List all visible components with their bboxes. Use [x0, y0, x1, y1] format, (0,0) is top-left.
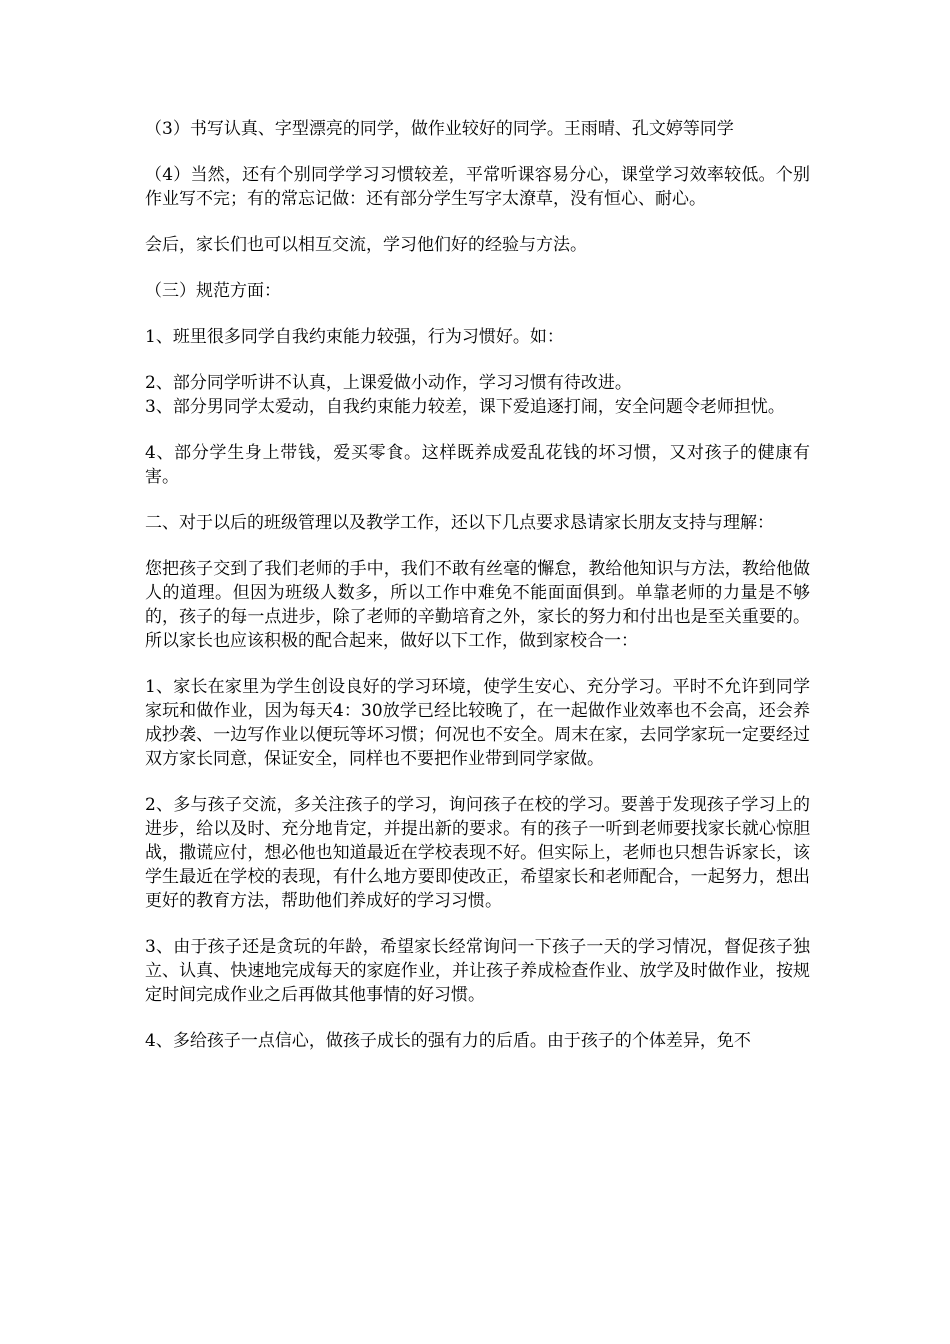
paragraph-poor-habits: （4）当然，还有个别同学学习习惯较差，平常听课容易分心，课堂学习效率较低。个别作业写不完；有的常忘记做：还有部分学生写字太潦草，没有恒心、耐心。	[145, 165, 810, 209]
paragraph-home-school-cooperation: 您把孩子交到了我们老师的手中，我们不敢有丝毫的懈怠，教给他知识与方法，教给他做人的道理。但因为班级人数多，所以工作中难免不能面面俱到。单靠老师的力量是不够的，孩子的每一点进步，除了老师的辛勤培育之外，家长的努力和付出也是至关重要的。所以家长也应该积极的配合起来，做好以下工作，做到家校合一：	[145, 559, 810, 651]
list-item-learning-environment: 1、家长在家里为学生创设良好的学习环境，使学生安心、充分学习。平时不允许到同学家玩和做作业，因为每天4：30放学已经比较晚了，在一起做作业效率也不会高，还会养成抄袭、一边写作业以便玩等坏习惯；何况也不安全。周末在家，去同学家玩一定要经过双方家长同意，保证安全，同样也不要把作业带到同学家做。	[145, 677, 810, 769]
list-item-communicate: 2、多与孩子交流，多关注孩子的学习，询问孩子在校的学习。要善于发现孩子学习上的进步，给以及时、充分地肯定，并提出新的要求。有的孩子一听到老师要找家长就心惊胆战，撒谎应付，想必他也知道最近在学校表现不好。但实际上，老师也只想告诉家长，该学生最近在学校的表现，有什么地方要即使改正，希望家长和老师配合，一起努力，想出更好的教育方法，帮助他们养成好的学习习惯。	[145, 795, 810, 911]
list-item-inattentive: 2、部分同学听讲不认真，上课爱做小动作，学习习惯有待改进。	[145, 373, 632, 393]
paragraph-good-handwriting: （3）书写认真、字型漂亮的同学，做作业较好的同学。王雨晴、孔文婷等同学	[145, 119, 734, 139]
document-page	[145, 117, 810, 1075]
list-item-self-discipline: 1、班里很多同学自我约束能力较强，行为习惯好。如：	[145, 327, 564, 347]
list-item-homework-supervision: 3、由于孩子还是贪玩的年龄，希望家长经常询问一下孩子一天的学习情况，督促孩子独立、认真、快速地完成每天的家庭作业，并让孩子养成检查作业、放学及时做作业，按规定时间完成作业之后再做其他事情的好习惯。	[145, 937, 810, 1005]
section-heading-conduct: （三）规范方面：	[145, 281, 281, 301]
list-item-safety-concern: 3、部分男同学太爱动，自我约束能力较差，课下爱追逐打闹，安全问题令老师担忧。	[145, 397, 785, 417]
list-item-confidence: 4、多给孩子一点信心，做孩子成长的强有力的后盾。由于孩子的个体差异，免不	[145, 1031, 751, 1051]
list-item-money-snacks: 4、部分学生身上带钱，爱买零食。这样既养成爱乱花钱的坏习惯，又对孩子的健康有害。	[145, 443, 810, 487]
section-heading-requests: 二、对于以后的班级管理以及教学工作，还以下几点要求恳请家长朋友支持与理解：	[145, 513, 774, 533]
paragraph-parents-exchange: 会后，家长们也可以相互交流，学习他们好的经验与方法。	[145, 235, 587, 255]
